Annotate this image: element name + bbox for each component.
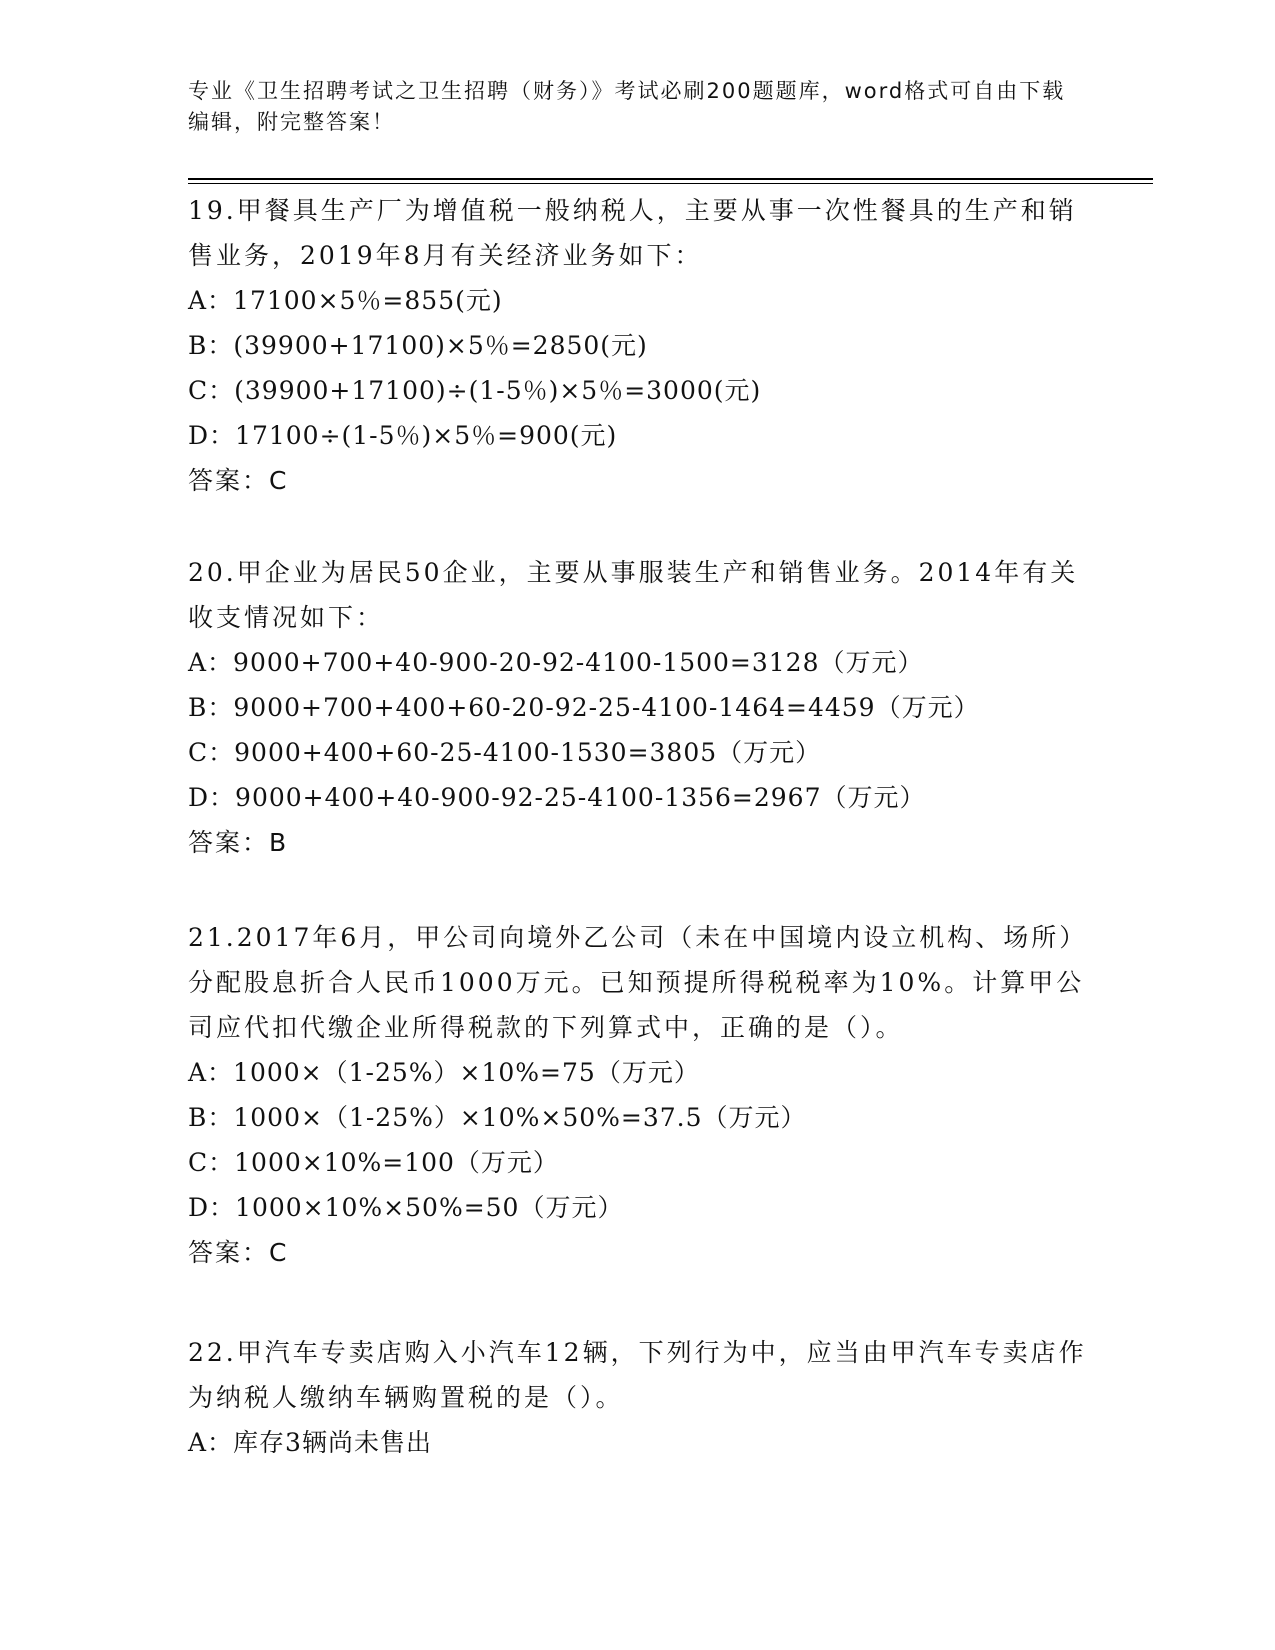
question-stem: 21.2017年6月，甲公司向境外乙公司（未在中国境内设立机构、场所）分配股息折合人民币1000万元。已知预提所得税税率为10%。计算甲公司应代扣代缴企业所得税款的下列算式中，正确的是（）。 [188, 923, 1088, 1042]
answer: 答案：C [188, 1238, 289, 1267]
option-c: C：1000×10%=100（万元） [188, 1148, 559, 1177]
header-divider-thin [188, 183, 1153, 184]
option-a: A：17100×5％=855(元) [188, 286, 503, 315]
option-b: B：1000×（1-25%）×10%×50%=37.5（万元） [188, 1103, 807, 1132]
option-a: A：库存3辆尚未售出 [188, 1428, 432, 1457]
answer: 答案：B [188, 828, 289, 857]
question-stem: 19.甲餐具生产厂为增值税一般纳税人，主要从事一次性餐具的生产和销售业务，2019年8月有关经济业务如下： [188, 196, 1077, 270]
header-divider-thick [188, 178, 1153, 180]
option-b: B：(39900+17100)×5％=2850(元) [188, 331, 648, 360]
question-21 [188, 915, 1088, 1275]
option-d: D：9000+400+40-900-92-25-4100-1356=2967（万元） [188, 783, 926, 812]
option-a: A：9000+700+40-900-20-92-4100-1500=3128（万元） [188, 648, 924, 677]
document-header: 专业《卫生招聘考试之卫生招聘（财务）》考试必刷200题题库，word格式可自由下载编辑，附完整答案！ [188, 79, 1066, 134]
question-stem: 22.甲汽车专卖店购入小汽车12辆，下列行为中，应当由甲汽车专卖店作为纳税人缴纳车辆购置税的是（）。 [188, 1338, 1087, 1412]
question-22 [188, 1330, 1088, 1465]
question-stem: 20.甲企业为居民50企业，主要从事服装生产和销售业务。2014年有关收支情况如下： [188, 558, 1079, 632]
option-c: C：9000+400+60-25-4100-1530=3805（万元） [188, 738, 822, 767]
option-d: D：1000×10%×50%=50（万元） [188, 1193, 624, 1222]
answer: 答案：C [188, 466, 289, 495]
option-d: D：17100÷(1-5％)×5％=900(元) [188, 421, 618, 450]
option-b: B：9000+700+400+60-20-92-25-4100-1464=4459（万元） [188, 693, 980, 722]
question-19 [188, 188, 1088, 503]
question-20 [188, 550, 1088, 865]
option-c: C：(39900+17100)÷(1-5％)×5％=3000(元) [188, 376, 762, 405]
option-a: A：1000×（1-25%）×10%=75（万元） [188, 1058, 700, 1087]
